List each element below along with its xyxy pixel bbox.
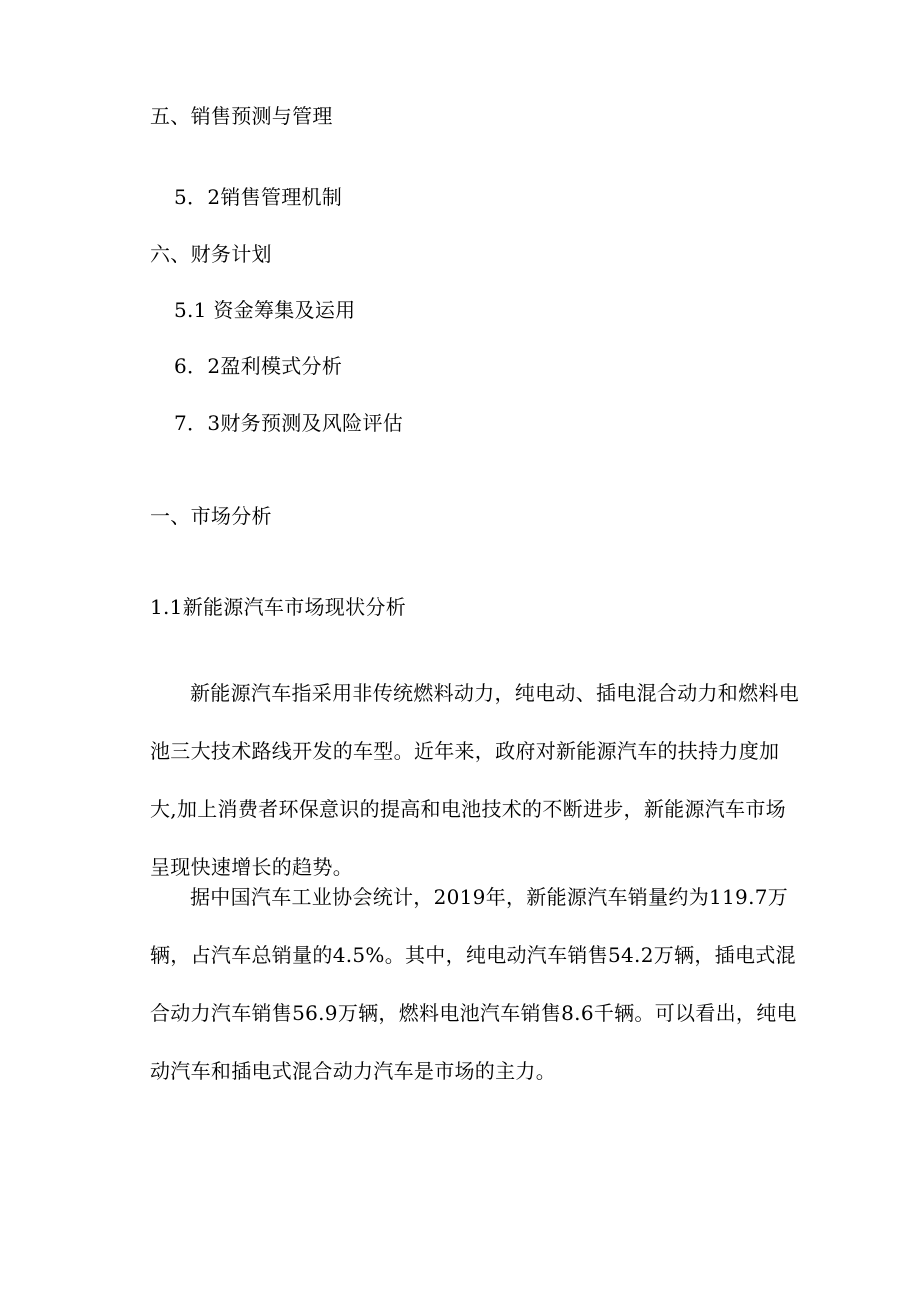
paragraph-overview: 新能源汽车指采用非传统燃料动力，纯电动、插电混合动力和燃料电池三大技术路线开发的车型。近年来，政府对新能源汽车的扶持力度加大,加上消费者环保意识的提高和电池技术的不断进步，新能源汽车市场呈现快速增长的趋势。 <box>150 681 799 879</box>
toc-item-financial-forecast: 7．3财务预测及风险评估 <box>174 411 404 435</box>
toc-item-profit-model: 6．2盈利模式分析 <box>174 354 343 378</box>
toc-item-sales-management: 5．2销售管理机制 <box>174 185 343 209</box>
section-title-market-analysis: 一、市场分析 <box>150 504 272 528</box>
paragraph-statistics: 据中国汽车工业协会统计，2019年，新能源汽车销量约为119.7万辆，占汽车总销量的4.5%。其中，纯电动汽车销售54.2万辆，插电式混合动力汽车销售56.9万辆，燃料电池汽车销售8.6千辆。可以看出，纯电动汽车和插电式混合动力汽车是市场的主力。 <box>150 885 797 1083</box>
toc-item-fundraising: 5.1 资金筹集及运用 <box>174 298 356 322</box>
subsection-title-market-status: 1.1新能源汽车市场现状分析 <box>150 595 407 619</box>
toc-heading-financial-plan: 六、财务计划 <box>150 242 272 266</box>
toc-heading-sales-forecast: 五、销售预测与管理 <box>150 104 333 128</box>
